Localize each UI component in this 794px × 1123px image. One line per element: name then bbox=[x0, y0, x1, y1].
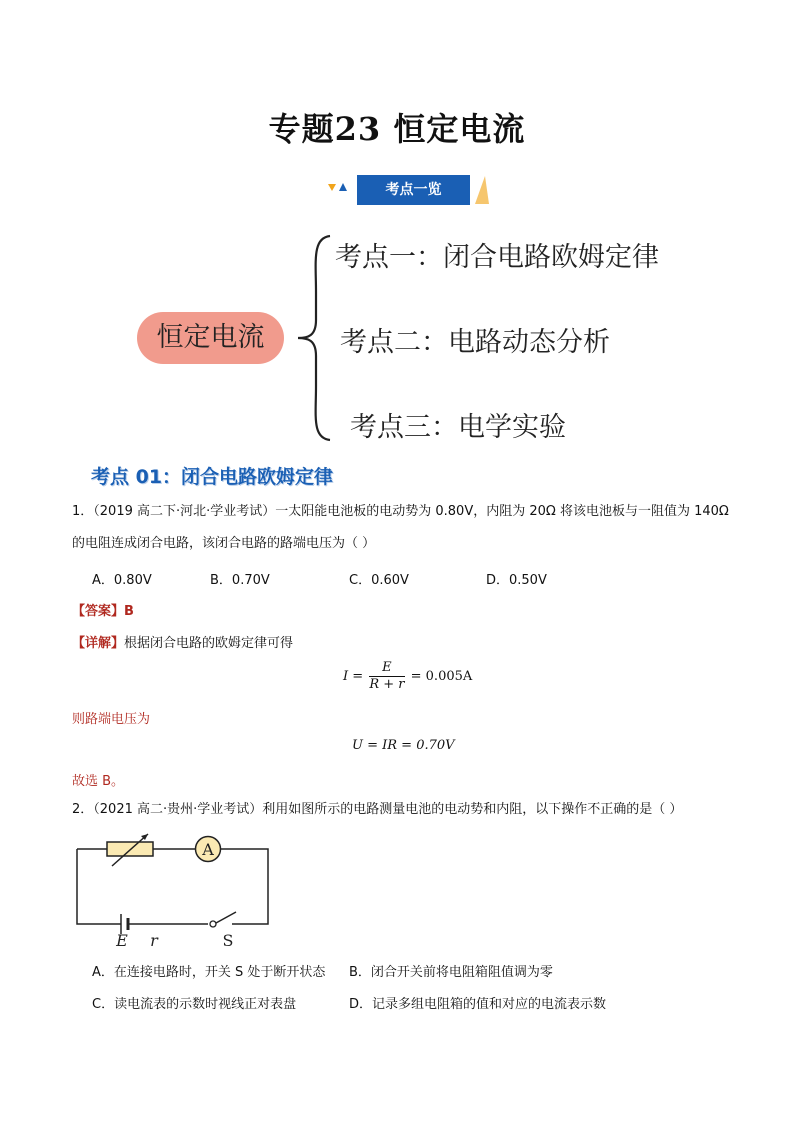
q1-line2: 的电阻连成闭合电路，该闭合电路的路端电压为（ ） bbox=[72, 536, 376, 551]
triangle-down-icon bbox=[328, 184, 336, 191]
q1-option-c: C．0.60V bbox=[349, 573, 409, 588]
q1-option-b: B．0.70V bbox=[210, 573, 270, 588]
svg-text:r: r bbox=[150, 931, 158, 950]
q1-option-d: D．0.50V bbox=[486, 573, 547, 588]
q1-formula-2: U = IR = 0.70V bbox=[352, 738, 455, 753]
triangle-up-icon bbox=[339, 183, 347, 191]
svg-text:E: E bbox=[116, 931, 128, 950]
page-title: 专题23 恒定电流 bbox=[268, 110, 526, 148]
q2-option-b: B．闭合开关前将电阻箱阻值调为零 bbox=[349, 965, 553, 980]
q1-option-a: A．0.80V bbox=[92, 573, 152, 588]
q1-detail bbox=[72, 632, 293, 651]
banner-label: 考点一览 bbox=[357, 175, 470, 205]
q2-option-d: D．记录多组电阻箱的值和对应的电流表示数 bbox=[349, 997, 607, 1012]
q1-conclusion: 故选 B。 bbox=[72, 774, 125, 789]
q1-mid-text: 则路端电压为 bbox=[72, 712, 151, 727]
q2-option-a: A．在连接电路时，开关 S 处于断开状态 bbox=[92, 965, 326, 980]
circuit-diagram bbox=[70, 832, 280, 950]
mindmap-branch-2: 考点二：电路动态分析 bbox=[340, 327, 610, 358]
q1-line1: 1．（2019 高二下·河北·学业考试）一太阳能电池板的电动势为 0.80V，内阻为 20Ω 将该电池板与一阻值为 140Ω bbox=[72, 504, 729, 519]
q1-detail-text: 根据闭合电路的欧姆定律可得 bbox=[124, 636, 294, 651]
triangle-accent-icon bbox=[475, 176, 489, 204]
q1-answer: 【答案】B bbox=[72, 604, 134, 619]
switch-icon bbox=[210, 921, 216, 927]
mindmap-branch-1: 考点一：闭合电路欧姆定律 bbox=[335, 242, 659, 273]
q1-detail-label: 【详解】 bbox=[72, 636, 125, 651]
mindmap-root: 恒定电流 bbox=[137, 312, 284, 364]
q1-formula-1: I = $\frac{E}{R + r}$ = 0.005A bbox=[343, 660, 473, 692]
section-heading: 考点 01：闭合电路欧姆定律 bbox=[91, 466, 334, 488]
svg-text:S: S bbox=[222, 931, 234, 950]
q2-option-c: C．读电流表的示数时视线正对表盘 bbox=[92, 997, 297, 1012]
mindmap-branch-3: 考点三：电学实验 bbox=[350, 412, 566, 443]
svg-text:A: A bbox=[202, 840, 214, 859]
q2-line1: 2．（2021 高二·贵州·学业考试）利用如图所示的电路测量电池的电动势和内阻，以下操作不正确的是（ ） bbox=[72, 802, 683, 817]
curly-brace bbox=[290, 232, 340, 444]
